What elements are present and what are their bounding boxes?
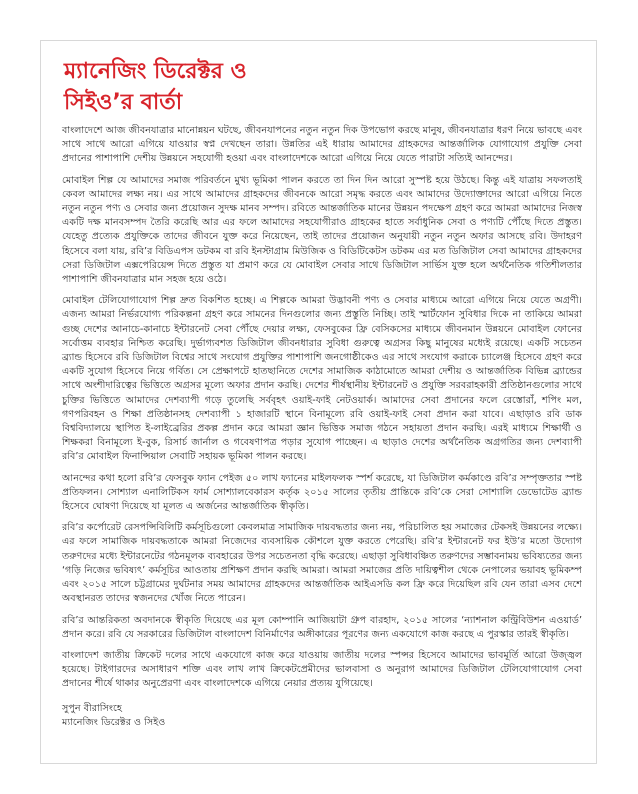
- signature-block: [62, 702, 582, 730]
- signatory-name: সুপুন বীরাসিংহে: [62, 702, 122, 714]
- page-title: [62, 56, 257, 118]
- paragraph-4: আনন্দের কথা হলো রবি’র ফেসবুক ফ্যান পেইজ ৫০ লাখ ফ্যানের মাইলফলক স্পর্শ করেছে, যা ডিজিটাল কর্মকাণ্ডে রবি’র সম্পৃক্ততার স্পষ্ট প্রতিফলন। সোশ্যাল এনালিটিকস ফার্ম সোশ্যালবেকারস কর্তৃক ২০১৫ সালের তৃতীয় প্রান্তিকে রবি’কে সেরা সোশ্যালি ডেভোটেড ব্র্যান্ড হিসেবে ঘোষণা দিয়েছে যা মূলত এ অর্জনের আন্তর্জাতিক স্বীকৃতি।: [62, 472, 582, 513]
- message-body: [62, 124, 582, 730]
- paragraph-6: রবি’র আন্তরিকতা অবদানকে স্বীকৃতি দিয়েছে এর মূল কোম্পানি আজিয়াটা গ্রুপ বারহাদ, ২০১৫ সালের ‘ন্যাশনাল কন্ট্রিবিউশন এওয়ার্ড’ প্রদান করে। রবি যে সরকারের ডিজিটাল বাংলাদেশ বিনির্মাণের অঙ্গীকারের পূরণের জন্য একযোগে কাজ করছে এ পুরস্কার তারই স্বীকৃতি।: [62, 614, 582, 640]
- signatory-designation: ম্যানেজিং ডিরেক্টর ও সিইও: [62, 716, 166, 728]
- paragraph-5: রবি’র কর্পোরেট রেসপন্সিবিলিটি কর্মসূচিগুলো কেবলমাত্র সামাজিক দায়বদ্ধতার জন্য নয়, পরিচালিত হয় সমাজের টেকসই উন্নয়নের লক্ষ্যে। এর ফলে সামাজিক দায়বদ্ধতাকে আমরা নিজেদের ব্যবসায়িক কৌশলে যুক্ত করতে পেরেছি। রবি’র ইন্টারনেট ফর ইউ’র মতো উদ্যোগ তরুণদের মধ্যে ইন্টারনেটের গঠনমূলক ব্যবহারের উপর সচেতনতা বৃদ্ধি করেছে। এছাড়া সুবিধাবঞ্চিত তরুণদের সম্ভাবনাময় ভবিষ্যতের জন্য ‘গড়ি নিজের ভবিষ্যৎ’ কর্মসূচির আওতায় প্রশিক্ষণ প্রদান করছি আমরা। আমরা সমাজের প্রতি দায়িত্বশীল থেকে নেপালের ভয়াবহ ভূমিকম্প এবং ২০১৫ সালে চট্টগ্রামের দুর্ঘটনার সময় আমাদের গ্রাহকদের আন্তর্জাতিক আইএসডি কল ফ্রি করে দিয়েছিল রবি যেন তারা এসব দেশে অবস্থানরত তাদের স্বজনদের খোঁজ নিতে পারেন।: [62, 522, 582, 605]
- title-line-2: সিইও’র বার্তা: [64, 90, 183, 115]
- paragraph-3: মোবাইল টেলিযোগাযোগ শিল্প দ্রুত বিকশিত হচ্ছে। এ শিল্পকে আমরা উদ্ভাবনী পণ্য ও সেবার মাধ্যমে আরো এগিয়ে নিয়ে যেতে অগ্রণী। এজন্য আমরা নির্ভরযোগ্য পরিকল্পনা গ্রহণ করে সামনের দিনগুলোর জন্য প্রস্তুতি নিচ্ছি। তাই স্মার্টফোন সুবিধার দিকে না তাকিয়ে আমরা গুচ্ছ দেশের আনাচে-কানাচে ইন্টারনেট সেবা পৌঁছে দেয়ার লক্ষ্য, ফেসবুকের ফ্রি বেসিকসের মাধ্যমে জীবনমান উন্নয়নে মোবাইল ফোনের সর্বোত্তম ব্যবহার নিশ্চিত করেছি। দুর্ভাগ্যবশত ডিজিটাল জীবনধারার সুবিধা গুরুত্বে অগ্রসর কিছু মানুষের মধ্যেই রয়েছে। একটি সচেতন ব্র্যান্ড হিসেবে রবি ডিজিটাল বিশ্বের সাথে সংযোগ প্রযুক্তির পাশাপাশি জনগোষ্ঠীকেও এর সাথে সংযোগ করাকে চ্যালেঞ্জ হিসেবে গ্রহণ করে একটি সুযোগ হিসেবে নিয়ে গর্বিত। সে প্রেক্ষাপটে হাতছানিতে দেশের সামাজিক কাঠামোতে আমরা দেশীয় ও আন্তর্জাতিক বিভিন্ন ব্র্যান্ডের সাথে অংশীদারিত্বের ভিত্তিতে অগ্রসর মূল্যে অফার প্রদান করছি। দেশের শীর্ষস্থানীয় ইন্টারনেট ও প্রযুক্তি সরবরাহকারী প্রতিষ্ঠানগুলোর সাথে চুক্তির ভিত্তিতে আমাদের দেশব্যাপী গড়ে তুলেছি সর্ববৃহৎ ওয়াই-ফাই নেটওয়ার্ক। আমাদের সেবা প্রদানের ফলে রেস্তোরাঁ, শপিং মল, গণপরিবহন ও শিক্ষা প্রতিষ্ঠানসহ দেশব্যাপী ১ হাজারটি স্থানে বিনামূল্যে রবি ওয়াই-ফাই সেবা প্রদান করা যাবে। এছাড়াও রবি ডাক বিশ্ববিদ্যালয়ে স্থাপিত ই-লাইব্রেরির প্রকল্প প্রদান করে আমরা জ্ঞান ভিত্তিক সমাজ গঠনে সহায়তা প্রদান করছি। এরই মাধ্যমে শিক্ষার্থী ও শিক্ষকরা বিনামূল্যে ই-বুক, রিসার্চ জার্নাল ও গবেষণাপত্র পড়ার সুযোগ পাচ্ছেন। এ ছাড়াও দেশের অর্থনৈতিক অগ্রগতির জন্য দেশব্যাপী রবি’র মোবাইল ফিনান্সিয়াল সেবাটি সহায়ক ভূমিকা পালন করছে।: [62, 295, 582, 463]
- paragraph-2: মোবাইল শিল্প যে আমাদের সমাজ পরিবর্তনে মুখ্য ভূমিকা পালন করতে তা দিন দিন আরো সুস্পষ্ট হয়ে উঠছে। কিন্তু এই যাত্রায় সফলতাই কেবল আমাদের লক্ষ্য নয়। এর সাথে আমাদের গ্রাহকদের জীবনকে আরো সমৃদ্ধ করতে এবং আমাদের উদ্যোক্তাদের আরো এগিয়ে নিতে নতুন নতুন পণ্য ও সেবার জন্য প্রয়োজন সুদক্ষ মানব সম্পদ। রবিতে আন্তর্জাতিক মানের উন্নয়ন পদক্ষেপ গ্রহণ করে আমরা আমাদের নিজস্ব একটি দক্ষ মানবসম্পদ তৈরি করেছি আর এর ফলে আমাদের সহযোগীরাও গ্রাহকের হাতে সর্বাধুনিক সেবা ও পণ্যটি পৌঁছে দিতে প্রস্তুত। যেহেতু প্রত্যেক প্রযুক্তিকে তাদের জীবনে যুক্ত করে নিয়েছেন, তাই তাদের প্রয়োজন অনুযায়ী নতুন নতুন অফার আসছে রবি। উদাহরণ হিসেবে বলা যায়, রবি’র বিডিএপস ডটকম বা রবি ইনস্টাগ্রাম মিউজিক ও বিডিটিকেটস ডটকম এর মত ডিজিটাল সেবা আমাদের গ্রাহকদের সেরা ডিজিটাল এক্সপেরিয়েন্স দিতে প্রস্তুত যা প্রমাণ করে যে মোবাইল সেবার সাথে ডিজিটাল সার্ভিস যুক্ত হলে অর্থনৈতিক গতিশীলতার পাশাপাশি জীবনযাত্রার মান সহজ হয়ে ওঠে।: [62, 174, 582, 286]
- paragraph-7: বাংলাদেশ জাতীয় ক্রিকেট দলের সাথে একযোগে কাজ করে যাওয়ায় জাতীয় দলের স্পন্সর হিসেবে আমাদের ভাবমূর্তি আরো উজ্জ্বল হয়েছে। টাইগারদের অসাধারণ শক্তি এবং লাখ লাখ ক্রিকেটপ্রেমীদের ভালবাসা ও অনুরাগ আমাদের ডিজিটাল টেলিযোগাযোগ সেবা প্রদানের শীর্ষে থাকার অনুপ্রেরণা এবং বাংলাদেশকে এগিয়ে নেয়ার প্রত্যয় যুগিয়েছে।: [62, 649, 582, 690]
- title-line-1: ম্যানেজিং ডিরেক্টর ও: [64, 59, 247, 84]
- paragraph-1: বাংলাদেশে আজ জীবনযাত্রার মানোন্নয়ন ঘটছে, জীবনযাপনের নতুন নতুন দিক উপভোগ করছে মানুষ, জীবনযাত্রার ধরণ নিয়ে ভাবছে এবং সাথে সাথে আরো এগিয়ে যাওয়ার স্বপ্ন দেখছেন তারা। উন্নতির এই ধারায় আমাদের গ্রাহকদের আন্তর্জালিক যোগাযোগ প্রযুক্তি সেবা প্রদানের পাশাপাশি দেশীয় উন্নয়নে সহযোগী হওয়া এবং বাংলাদেশকে আরো এগিয়ে নিয়ে যেতে পারাটা সত্যিই আনন্দের।: [62, 125, 582, 165]
